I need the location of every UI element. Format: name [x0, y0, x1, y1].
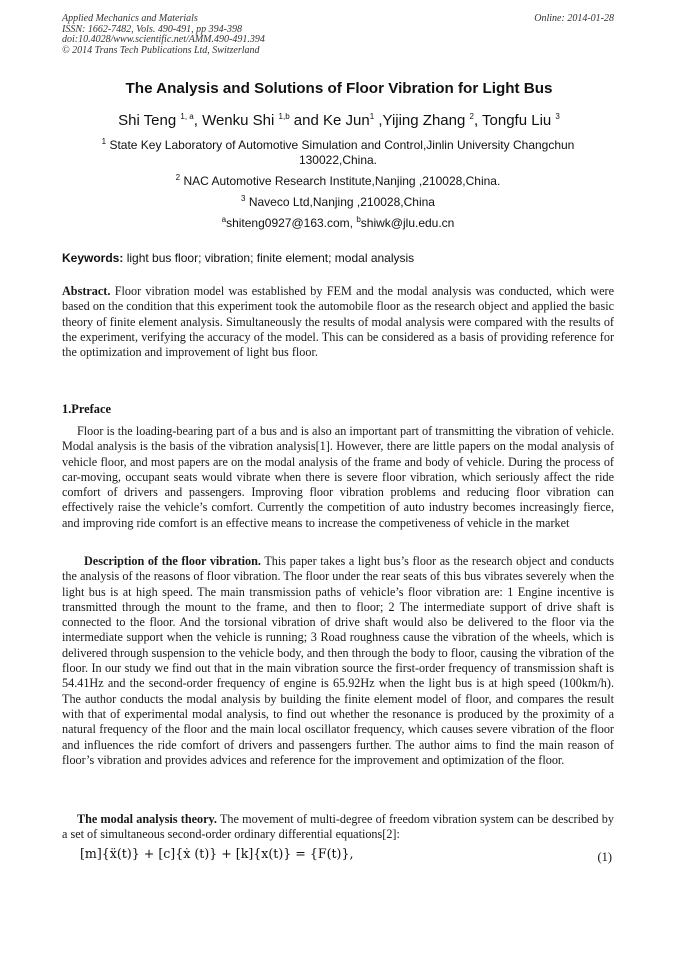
author-name: and Ke Jun: [289, 112, 370, 129]
journal-name: Applied Mechanics and Materials: [62, 13, 198, 24]
affiliation-marker: 1: [101, 137, 107, 146]
author-superscript: 3: [555, 112, 560, 121]
copyright-line: © 2014 Trans Tech Publications Ltd, Switzerland: [62, 44, 260, 56]
email-address[interactable]: shiteng0927@163.com,: [226, 216, 357, 230]
keywords-label: Keywords:: [62, 251, 124, 265]
author-emails: [62, 216, 614, 231]
affiliation-text: State Key Laboratory of Automotive Simulation and Control,Jinlin University Changchun: [109, 138, 575, 152]
author-name: ,Yijing Zhang: [374, 112, 466, 129]
equation-number: (1): [597, 850, 612, 864]
paragraph-text: The movement of multi-degree of freedom vibration system can be described by a set of simultaneous second-order ordinary differential equations[2]:: [62, 812, 614, 842]
online-date: Online: 2014-01-28: [534, 13, 614, 24]
author-superscript: 1, a: [180, 112, 194, 121]
abstract-text: Floor vibration model was established by FEM and the modal analysis was conducted, which were based on the condition that this experiment took the automobile floor as the research object and applied the basic theory of finite element analysis. Simultaneously the results of modal analysis were compared with the results of the experiment, verifying the accuracy of the model. This can be considered as a basis of providing reference for the optimization and improvement of light bus floor.: [62, 284, 614, 360]
affiliation-marker: 2: [175, 173, 181, 182]
author-name: , Tongfu Liu: [473, 112, 552, 129]
section-heading: 1.Preface: [62, 402, 111, 416]
affiliation-text: Naveco Ltd,Nanjing ,210028,China: [248, 195, 435, 209]
journal-header: [62, 14, 265, 56]
issn-line: ISSN: 1662-7482, Vols. 490-491, pp 394-398: [62, 23, 242, 35]
abstract-label: Abstract.: [62, 284, 111, 298]
email-address[interactable]: shiwk@jlu.edu.cn: [360, 216, 455, 230]
doi-line: doi:10.4028/www.scientific.net/AMM.490-491.394: [62, 34, 265, 45]
keywords-text: light bus floor; vibration; finite element; modal analysis: [123, 251, 415, 265]
paragraph-preface: Floor is the loading-bearing part of a bus and is also an important part of transmitting the vibration of vehicle. Modal analysis is the basis of the vibration analysis[1]. However, there are little papers on the modal analysis of vehicle floor, and most papers are on the modal analysis of the frame and body of vehicle. During the process of car-moving, occupant seats would vibrate when there is severe floor vibration, which seriously affect the ride comfort of drivers and passengers. Improving floor vibration problems and reducing floor vibration can effectively raise the vehicle’s comfort. Currently the competition of auto industry becomes increasingly fierce, and improving ride comfort is an effective means to increase the competiveness of vehicle in the market: [62, 424, 614, 530]
author-superscript: 2: [469, 112, 474, 121]
affiliation-text: 130022,China.: [298, 153, 378, 167]
affiliation-text: NAC Automotive Research Institute,Nanjing ,210028,China.: [183, 174, 501, 188]
affiliation-marker: 3: [241, 194, 246, 203]
paper-title: The Analysis and Solutions of Floor Vibration for Light Bus: [125, 80, 553, 97]
paragraph-label: Description of the floor vibration.: [84, 554, 261, 568]
email-marker: b: [356, 215, 361, 224]
author-superscript: 1,b: [278, 112, 290, 121]
author-name: , Wenku Shi: [193, 112, 275, 129]
abstract: [62, 284, 614, 360]
affiliation-3: [62, 195, 614, 210]
affiliation-2: [62, 174, 614, 189]
paragraph-floor-vibration: [62, 554, 614, 768]
author-superscript: 1: [369, 112, 375, 121]
email-marker: a: [221, 215, 227, 224]
affiliation-1: [62, 138, 614, 168]
paragraph-label: The modal analysis theory.: [77, 812, 217, 826]
paragraph-text: This paper takes a light bus’s floor as the research object and conducts the analysis of the reasons of floor vibration. The floor under the rear seats of this bus vibrates severely when the light bus is at high speed. The main transmission paths of vehicle’s floor vibration are: 1 Engine incentive is transmitted through the mount to the frame, and then to floor; 2 The intermediate support of drive shaft is connected to the floor. And the torsional vibration of drive shaft would also be delivered to the floor via the intermediate support when the vehicle is running; 3 Road roughness cause the vibration of the wheels, which is delivered through suspension to the vehicle body, and then through the body to floor, causing the vibration of the floor. In our study we find out that in the main vibration source the first-order frequency of transmission shaft is 54.41Hz and the second-order frequency of engine is 65.92Hz when the light bus is at high speed (100km/h). The author conducts the modal analysis by building the finite element model of floor, and compares the result with that of experimental modal analysis, to find out whether the resonance is produced by the proximity of a natural frequency of the floor and the main local oscillator frequency, which causes severe vibration of the floor and influences the ride comfort of drivers and passengers further. The author aims to find the main reason of floor’s vibration and provides advices and reference for the improvement and optimization of the floor.: [62, 554, 614, 767]
keywords: [62, 251, 414, 265]
author-list: [0, 112, 678, 129]
author-name: Shi Teng: [118, 112, 177, 129]
equation: [m]{ẍ(t)} + [c]{ẋ (t)} + [k]{x(t)} = {F(t)},: [80, 846, 354, 861]
paragraph-modal-theory: [62, 812, 614, 843]
